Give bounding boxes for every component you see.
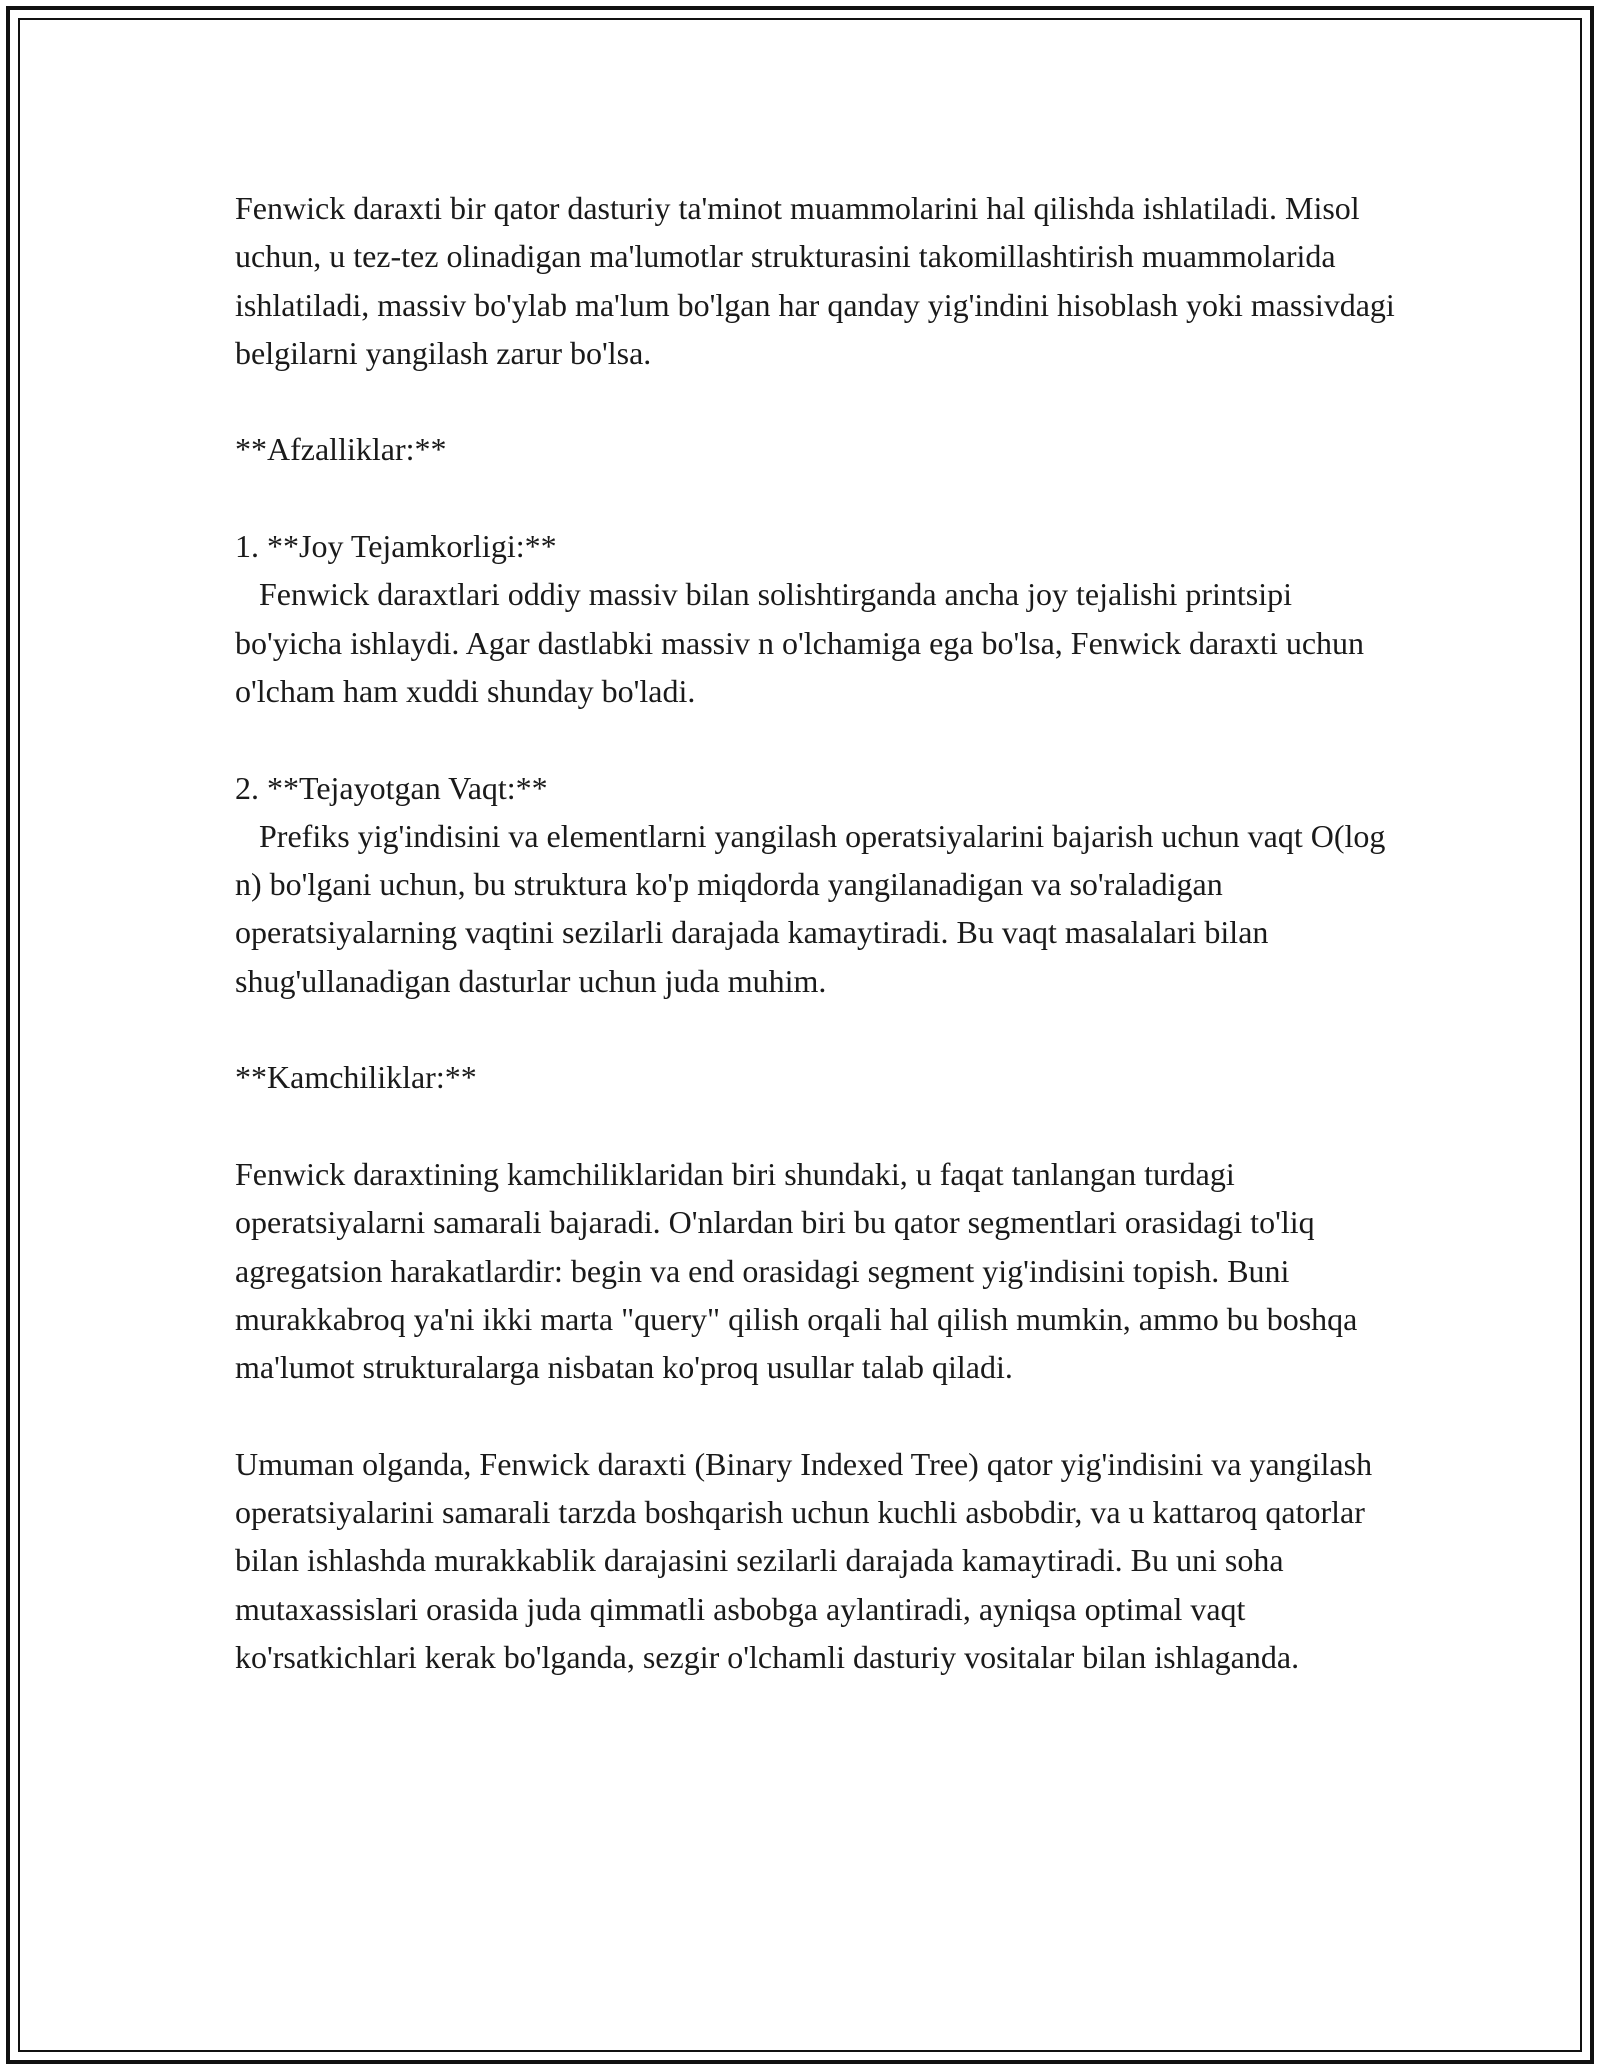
intro-paragraph: Fenwick daraxti bir qator dasturiy ta'minot muammolarini hal qilishda ishlatiladi. Misol uchun, u tez-tez olinadigan ma'lumotlar strukturasini takomillashtirish muammolarida ishlatiladi, massiv bo'ylab ma'lum bo'lgan har qanday yig'indini hisoblash yoki massivdagi belgilarni yangilash zarur bo'lsa. <box>235 190 1403 371</box>
document-body <box>235 184 1403 1681</box>
advantage-2-body <box>235 812 1395 1005</box>
advantage-1-body <box>235 570 1395 715</box>
disadvantages-heading: **Kamchiliklar:** <box>235 1059 477 1096</box>
disadvantages-paragraph: Fenwick daraxtining kamchiliklaridan biri shundaki, u faqat tanlangan turdagi operatsiyalarni samarali bajaradi. O'nlardan biri bu qator segmentlari orasidagi to'liq agregatsion harakatlardir: begin va end orasidagi segment yig'indisini topish. Buni murakkabroq ya'ni ikki marta "query" qilish orqali hal qilish mumkin, ammo bu boshqa ma'lumot strukturalarga nisbatan ko'proq usullar talab qiladi. <box>235 1155 1366 1386</box>
advantages-heading: **Afzalliklar:** <box>235 431 447 468</box>
advantage-1-text: Fenwick daraxtlari oddiy massiv bilan solishtirganda ancha joy tejalishi printsipi bo'yicha ishlaydi. Agar dastlabki massiv n o'lchamiga ega bo'lsa, Fenwick daraxti uchun o'lcham ham xuddi shunday bo'ladi. <box>235 576 1373 709</box>
advantage-2-title: 2. **Tejayotgan Vaqt:** <box>235 769 548 806</box>
conclusion-paragraph: Umuman olganda, Fenwick daraxti (Binary Indexed Tree) qator yig'indisini va yangilash operatsiyalarini samarali tarzda boshqarish uchun kuchli asbobdir, va u kattaroq qatorlar bilan ishlashda murakkablik darajasini sezilarli darajada kamaytiradi. Bu uni soha mutaxassislari orasida juda qimmatli asbobga aylantiradi, ayniqsa optimal vaqt ko'rsatkichlari kerak bo'lganda, sezgir o'lchamli dasturiy vositalar bilan ishlaganda. <box>235 1445 1381 1675</box>
advantage-1-title: 1. **Joy Tejamkorligi:** <box>235 528 557 565</box>
advantage-2-text: Prefiks yig'indisini va elementlarni yangilash operatsiyalarini bajarish uchun vaqt O(log n) bo'lgani uchun, bu struktura ko'p miqdorda yangilanadigan va so'raladigan operatsiyalarning vaqtini sezilarli darajada kamaytiradi. Bu vaqt masalalari bilan shug'ullanadigan dasturlar uchun juda muhim. <box>235 817 1394 999</box>
